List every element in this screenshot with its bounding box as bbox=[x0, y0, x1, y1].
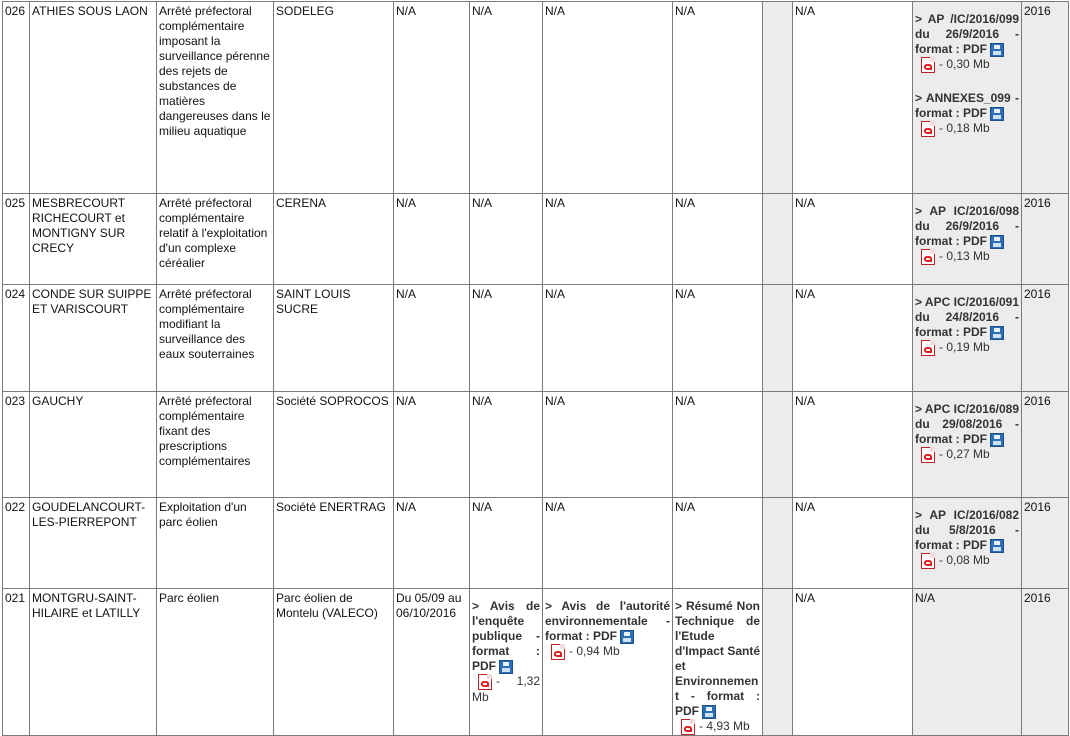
enquete-doc-cell: N/A bbox=[470, 194, 543, 285]
enquete-date-cell: Du 05/09 au 06/10/2016 bbox=[394, 589, 470, 736]
row-number: 023 bbox=[3, 392, 30, 498]
commune-cell: ATHIES SOUS LAON bbox=[30, 2, 157, 194]
file-size: - 0,13 Mb bbox=[939, 249, 990, 264]
row-number: 021 bbox=[3, 589, 30, 736]
save-icon[interactable] bbox=[499, 660, 513, 674]
empty-cell bbox=[763, 589, 793, 736]
enquete-date-cell: N/A bbox=[394, 498, 470, 589]
table-row bbox=[3, 589, 1069, 736]
empty-cell bbox=[763, 2, 793, 194]
arrete-doc-cell bbox=[913, 498, 1022, 589]
commune-cell: MONTGRU-SAINT-HILAIRE et LATILLY bbox=[30, 589, 157, 736]
resume-doc-cell: N/A bbox=[673, 498, 763, 589]
enquete-date-cell: N/A bbox=[394, 194, 470, 285]
annee-cell: 2016 bbox=[1022, 392, 1069, 498]
avis-doc-cell: N/A bbox=[543, 285, 673, 392]
exploitant-cell: SAINT LOUIS SUCRE bbox=[274, 285, 394, 392]
save-icon[interactable] bbox=[620, 630, 634, 644]
pdf-icon[interactable] bbox=[921, 57, 935, 73]
document-label[interactable]: > Résumé Non Technique de l'Etude d'Impact Santé et Environnement - format : PDF bbox=[675, 599, 760, 718]
rapport-cell: N/A bbox=[793, 392, 913, 498]
commune-cell: CONDE SUR SUIPPE ET VARISCOURT bbox=[30, 285, 157, 392]
rapport-cell: N/A bbox=[793, 589, 913, 736]
file-size: - 0,08 Mb bbox=[939, 553, 990, 568]
enquete-date-cell: N/A bbox=[394, 2, 470, 194]
exploitant-cell: Parc éolien de Montelu (VALECO) bbox=[274, 589, 394, 736]
annee-cell: 2016 bbox=[1022, 589, 1069, 736]
save-icon[interactable] bbox=[990, 107, 1004, 121]
save-icon[interactable] bbox=[990, 433, 1004, 447]
enquete-doc-cell: N/A bbox=[470, 498, 543, 589]
rapport-cell: N/A bbox=[793, 498, 913, 589]
row-number: 025 bbox=[3, 194, 30, 285]
resume-doc-cell: N/A bbox=[673, 392, 763, 498]
row-number: 026 bbox=[3, 2, 30, 194]
arrete-doc-cell bbox=[913, 194, 1022, 285]
document-label[interactable]: > Avis de l'enquête publique - format : PDF bbox=[472, 599, 540, 673]
save-icon[interactable] bbox=[990, 235, 1004, 249]
pdf-icon[interactable] bbox=[921, 340, 935, 356]
commune-cell: MESBRECOURT RICHECOURT et MONTIGNY SUR CRECY bbox=[30, 194, 157, 285]
rapport-cell: N/A bbox=[793, 2, 913, 194]
enquete-doc-cell bbox=[470, 589, 543, 736]
objet-cell: Arrêté préfectoral complémentaire relatif à l'exploitation d'un complexe céréalier bbox=[157, 194, 274, 285]
pdf-icon[interactable] bbox=[921, 249, 935, 265]
commune-cell: GAUCHY bbox=[30, 392, 157, 498]
resume-doc-cell bbox=[673, 589, 763, 736]
table-row bbox=[3, 498, 1069, 589]
objet-cell: Arrêté préfectoral complémentaire imposant la surveillance pérenne des rejets de substances de matières dangereuses dans le milieu aquatique bbox=[157, 2, 274, 194]
commune-cell: GOUDELANCOURT-LES-PIERREPONT bbox=[30, 498, 157, 589]
document-link[interactable] bbox=[472, 599, 540, 705]
pdf-icon[interactable] bbox=[921, 121, 935, 137]
document-link[interactable] bbox=[915, 91, 1019, 137]
objet-cell: Exploitation d'un parc éolien bbox=[157, 498, 274, 589]
annee-cell: 2016 bbox=[1022, 194, 1069, 285]
document-link[interactable] bbox=[545, 599, 670, 660]
arrete-doc-cell bbox=[913, 285, 1022, 392]
table-row bbox=[3, 194, 1069, 285]
enquete-date-cell: N/A bbox=[394, 392, 470, 498]
avis-doc-cell: N/A bbox=[543, 392, 673, 498]
document-label[interactable]: > APC IC/2016/091 du 24/8/2016 - format : PDF bbox=[915, 295, 1019, 339]
icpe-table bbox=[2, 1, 1069, 736]
document-label[interactable]: > AP IC/2016/082 du 5/8/2016 - format : PDF bbox=[915, 508, 1019, 552]
file-size: - 4,93 Mb bbox=[699, 719, 750, 734]
file-size: - 0,30 Mb bbox=[939, 57, 990, 72]
avis-doc-cell: N/A bbox=[543, 2, 673, 194]
resume-doc-cell: N/A bbox=[673, 2, 763, 194]
exploitant-cell: Société ENERTRAG bbox=[274, 498, 394, 589]
document-label[interactable]: > Avis de l'autorité environnementale - format : PDF bbox=[545, 599, 670, 643]
exploitant-cell: Société SOPROCOS bbox=[274, 392, 394, 498]
empty-cell bbox=[763, 285, 793, 392]
document-label[interactable]: > APC IC/2016/089 du 29/08/2016 - format : PDF bbox=[915, 402, 1019, 446]
save-icon[interactable] bbox=[990, 326, 1004, 340]
empty-cell bbox=[763, 498, 793, 589]
rapport-cell: N/A bbox=[793, 285, 913, 392]
resume-doc-cell: N/A bbox=[673, 194, 763, 285]
document-link[interactable] bbox=[915, 295, 1019, 356]
table-row bbox=[3, 392, 1069, 498]
annee-cell: 2016 bbox=[1022, 2, 1069, 194]
file-size: - 0,18 Mb bbox=[939, 121, 990, 136]
exploitant-cell: CERENA bbox=[274, 194, 394, 285]
pdf-icon[interactable] bbox=[478, 674, 492, 690]
enquete-date-cell: N/A bbox=[394, 285, 470, 392]
save-icon[interactable] bbox=[702, 705, 716, 719]
objet-cell: Parc éolien bbox=[157, 589, 274, 736]
avis-doc-cell bbox=[543, 589, 673, 736]
document-link[interactable] bbox=[915, 402, 1019, 463]
enquete-doc-cell: N/A bbox=[470, 392, 543, 498]
arrete-doc-cell bbox=[913, 2, 1022, 194]
document-link[interactable] bbox=[915, 204, 1019, 265]
annee-cell: 2016 bbox=[1022, 498, 1069, 589]
arrete-doc-cell: N/A bbox=[913, 589, 1022, 736]
empty-cell bbox=[763, 392, 793, 498]
objet-cell: Arrêté préfectoral complémentaire fixant des prescriptions complémentaires bbox=[157, 392, 274, 498]
pdf-icon[interactable] bbox=[921, 447, 935, 463]
pdf-icon[interactable] bbox=[921, 553, 935, 569]
document-link[interactable] bbox=[915, 508, 1019, 569]
file-size: - 0,19 Mb bbox=[939, 340, 990, 355]
objet-cell: Arrêté préfectoral complémentaire modifiant la surveillance des eaux souterraines bbox=[157, 285, 274, 392]
file-size: - 0,27 Mb bbox=[939, 447, 990, 462]
row-number: 022 bbox=[3, 498, 30, 589]
avis-doc-cell: N/A bbox=[543, 194, 673, 285]
rapport-cell: N/A bbox=[793, 194, 913, 285]
file-size: - 0,94 Mb bbox=[569, 644, 620, 659]
document-label[interactable]: > AP /IC/2016/099 du 26/9/2016 - format : PDF bbox=[915, 12, 1019, 56]
file-size: - 1,32 Mb bbox=[472, 674, 540, 704]
resume-doc-cell: N/A bbox=[673, 285, 763, 392]
annee-cell: 2016 bbox=[1022, 285, 1069, 392]
avis-doc-cell: N/A bbox=[543, 498, 673, 589]
row-number: 024 bbox=[3, 285, 30, 392]
pdf-icon[interactable] bbox=[681, 719, 695, 735]
enquete-doc-cell: N/A bbox=[470, 2, 543, 194]
document-label[interactable]: > ANNEXES_099 - format : PDF bbox=[915, 91, 1019, 120]
save-icon[interactable] bbox=[990, 43, 1004, 57]
empty-cell bbox=[763, 194, 793, 285]
document-label[interactable]: > AP IC/2016/098 du 26/9/2016 - format : PDF bbox=[915, 204, 1019, 248]
table-row bbox=[3, 2, 1069, 194]
arrete-doc-cell bbox=[913, 392, 1022, 498]
table-row bbox=[3, 285, 1069, 392]
pdf-icon[interactable] bbox=[551, 644, 565, 660]
document-link[interactable] bbox=[675, 599, 760, 735]
save-icon[interactable] bbox=[990, 539, 1004, 553]
document-link[interactable] bbox=[915, 12, 1019, 73]
exploitant-cell: SODELEG bbox=[274, 2, 394, 194]
enquete-doc-cell: N/A bbox=[470, 285, 543, 392]
